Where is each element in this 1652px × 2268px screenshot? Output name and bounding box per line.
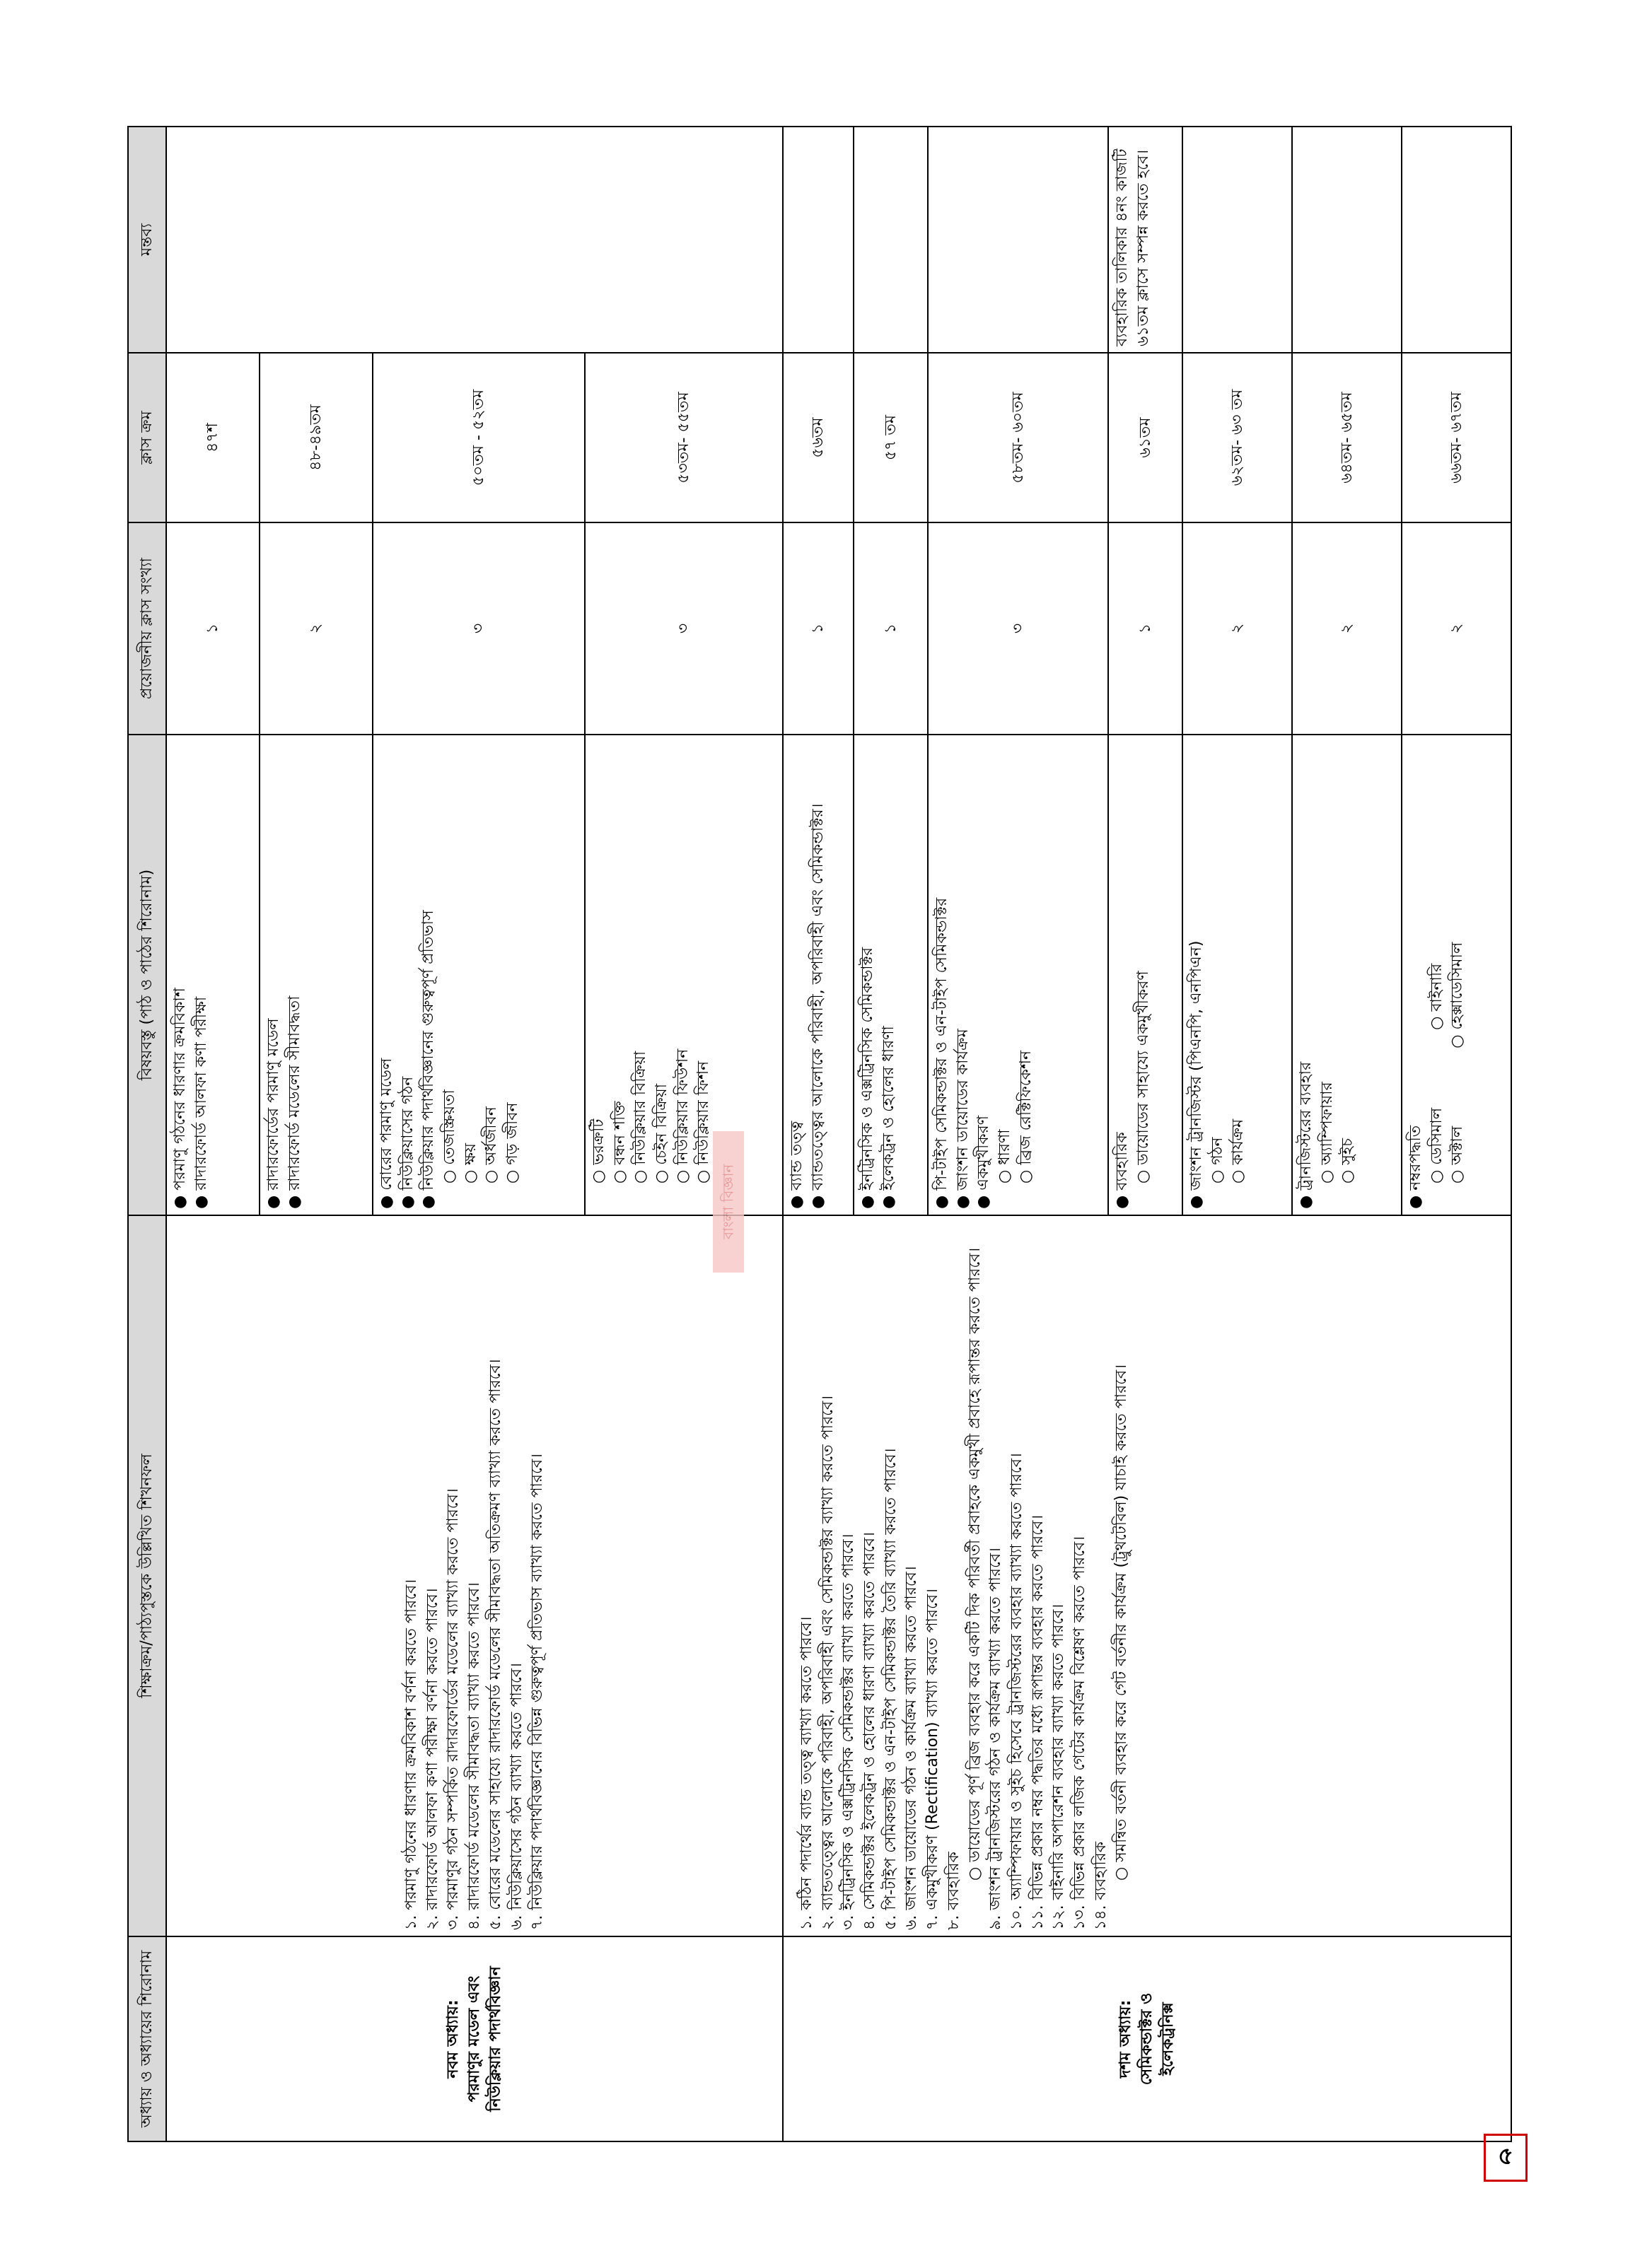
topic-subitem: ○ তেজস্ক্রিয়তা (441, 1089, 459, 1183)
page-number: ৫ (1484, 2134, 1528, 2182)
table-row (783, 127, 854, 2141)
chapter9-subtitle: পরমাণুর মডেল এবং (465, 1975, 484, 2103)
topic-subitem: ○ ডেসিমাল (1427, 1107, 1446, 1183)
header-remarks: মন্তব্য (128, 127, 166, 353)
outcome-subitem: ○ ডায়োডের পূর্ণ ব্রিজ ব্যবহার করে একটি দিক পরিবর্তী প্রবাহকে একমুখী প্রবাহে রূপান্তর করতে পারবে। (965, 1247, 984, 1881)
topic-subitem: ○ কার্যক্রম (1229, 1118, 1247, 1183)
remarks-cell (1402, 127, 1511, 353)
class-order: ৬৬তম- ৬৭তম (1402, 353, 1511, 522)
topic-subitem: ○ ভরক্রটি (590, 1118, 607, 1183)
chapter10-title: দশম অধ্যায়: (1117, 1999, 1135, 2079)
outcome-item: ৭. একমুখীকরণ (Rectification) ব্যাখ্যা করতে পারবে। (924, 1589, 942, 1930)
class-order: ৬২তম- ৬৩ তম (1182, 353, 1292, 522)
class-order: ৪৭শ (166, 353, 260, 522)
outcome-item: ২. রাদারফোর্ড আলফা কণা পরীক্ষা বর্ণনা করতে পারবে। (423, 1588, 441, 1930)
remarks-cell (1182, 127, 1292, 353)
outcome-item: ৭. নিউক্লিয়ার পদার্থবিজ্ঞানের বিভিন্ন গুরুত্বপূর্ণ প্রতিভাস ব্যাখ্যা করতে পারবে। (528, 1454, 547, 1930)
topic-cell (585, 735, 783, 1215)
outcome-item: ১৩. বিভিন্ন প্রকার লজিক গেটের কার্যক্রম বিশ্লেষণ করতে পারবে। (1070, 1536, 1088, 1930)
topic-cell (928, 735, 1108, 1215)
class-order: ৬১তম (1108, 353, 1182, 522)
topic-subitem: ○ অর্ধজীবন (482, 1106, 501, 1183)
topic-subitem: ○ নিউক্লিয়ার ফিশন (694, 1060, 713, 1183)
topic-subitem: ○ ধারণা (996, 1129, 1014, 1183)
header-classes: প্রয়োজনীয় ক্লাস সংখ্যা (128, 522, 166, 735)
topic-item: ● ট্রানজিস্টরের ব্যবহার (1297, 1061, 1315, 1209)
topic-cell (373, 735, 585, 1215)
class-count: ২ (1292, 522, 1402, 735)
outcome-item: ৫. বোরের মডেলের সাহায্যে রাদারফোর্ড মডেলের সীমাবদ্ধতা অতিক্রমণ ব্যাখ্যা করতে পারবে। (486, 1359, 504, 1930)
topic-subitem: ○ গঠন (1208, 1137, 1226, 1183)
topic-subitem: ○ বাইনারি (1427, 963, 1446, 1030)
chapter9-title-cell (166, 1936, 783, 2141)
topic-item: ● রাদারফোর্ড আলফা কণা পরীক্ষা (192, 996, 210, 1209)
topic-subitem: ○ অ্যাম্পিফায়ার (1317, 1082, 1336, 1183)
topic-cell (783, 735, 854, 1215)
class-count: ১ (166, 522, 260, 735)
chapter10-subtitle: সেমিকন্ডাক্টর ও (1138, 1992, 1156, 2086)
outcome-item: ৪. রাদারফোর্ড মডেলের সীমাবদ্ধতা ব্যাখ্যা করতে পারবে। (465, 1582, 484, 1930)
topic-item: ● নিউক্লিয়ার পদার্থবিজ্ঞানের গুরুত্বপূর্ণ প্রতিভাস (419, 910, 438, 1209)
class-order: ৬৪তম- ৬৫তম (1292, 353, 1402, 522)
outcome-item: ৯. জাংশন ট্রানজিস্টরের গঠন ও কার্যক্রম ব্যাখ্যা করতে পারবে। (987, 1548, 1005, 1930)
outcome-item: ৫. পি-টাইপ সেমিকন্ডাক্টর ও এন-টাইপ সেমিকন্ডাক্টর তৈরি ব্যাখ্যা করতে পারবে। (881, 1448, 900, 1930)
topic-item: ● ব্যবহারিক (1113, 1132, 1131, 1209)
chapter10-subtitle: ইলেকট্রনিক্স (1158, 2002, 1177, 2076)
class-count: ১ (1108, 522, 1182, 735)
class-count: ২ (1182, 522, 1292, 735)
outcome-item: ১০. অ্যাম্পিফায়ার ও সুইচ হিসেবে ট্রানজিস্টরের ব্যবহার ব্যাখ্যা করতে পারবে। (1007, 1453, 1025, 1930)
class-order: ৪৮-৪৯তম (260, 353, 373, 522)
watermark: বাংলা বিজ্ঞান (713, 1131, 744, 1273)
rotated-syllabus-page (127, 127, 1528, 2142)
outcome-item: ১. কঠিন পদার্থের ব্যান্ড তত্ত্ব ব্যাখ্যা করতে পারবে। (798, 1616, 815, 1930)
topic-subitem: ○ ক্ষয় (461, 1143, 479, 1183)
class-count: ২ (260, 522, 373, 735)
chapter10-title-cell (783, 1936, 1511, 2141)
topic-subitem: ○ বন্ধন শক্তি (610, 1101, 629, 1183)
class-count: ১ (854, 522, 928, 735)
topic-item: ● নম্বরপদ্ধতি (1407, 1125, 1424, 1209)
class-count: ২ (1402, 522, 1511, 735)
topic-item: ● ব্যান্ড তত্ত্ব (788, 1121, 805, 1209)
outcome-subitem: ○ সমন্বিত বর্তনী ব্যবহার করে গেট বর্তনীর কার্যক্রম (ট্রুথটেবিল) যাচাই করতে পারবে। (1112, 1364, 1131, 1881)
topic-cell (1182, 735, 1292, 1215)
outcome-item: ১২. বাইনারি অপারেশন ব্যবহার ব্যাখ্যা করতে পারবে। (1049, 1603, 1068, 1930)
chapter9-subtitle: নিউক্লিয়ার পদার্থবিজ্ঞান (486, 1966, 504, 2112)
topic-item: ● পরমাণু গঠনের ধারণার ক্রমবিকাশ (171, 988, 189, 1209)
header-order: ক্লাস ক্রম (128, 353, 166, 522)
topic-cell (166, 735, 260, 1215)
topic-item: ● পি-টাইপ সেমিকন্ডাক্টর ও এন-টাইপ সেমিকন্ডাক্টর (933, 897, 950, 1209)
outcome-item: ৩. ইনট্রিনসিক ও এক্সট্রিনসিক সেমিকন্ডাক্টর ব্যাখ্যা করতে পারবে। (839, 1533, 858, 1930)
remarks-cell (166, 127, 783, 353)
topic-item: ● জাংশন ট্রানজিস্টর (পিএনপি, এনপিএন) (1187, 940, 1205, 1209)
class-order: ৫৬তম (783, 353, 854, 522)
topic-subitem: ○ ডায়োডের সাহায্যে একমুখীকরণ (1134, 971, 1152, 1183)
topic-subitem: ○ চেইন বিক্রিয়া (653, 1083, 671, 1183)
outcome-item: ২. ব্যান্ডতত্ত্বের আলোকে পরিবাহী, অপরিবাহী এবং সেমিকন্ডাক্টর ব্যাখ্যা করতে পারবে। (818, 1395, 837, 1930)
chapter9-title: নবম অধ্যায়: (444, 1999, 463, 2079)
topic-item: ● জাংশন ডায়োডের কার্যক্রম (953, 1029, 972, 1209)
topic-item: ● নিউক্লিয়াসের গঠন (398, 1076, 417, 1209)
outcome-item: ৪. সেমিকন্ডাক্টর ইলেকট্রন ও হোলের ধারণা ব্যাখ্যা করতে পারবে। (861, 1531, 879, 1930)
topic-subitem: ○ হেক্সাডেসিমাল (1448, 942, 1467, 1048)
header-topics: বিষয়বস্তু (পাঠ ও পাঠের শিরোনাম) (128, 735, 166, 1215)
topic-cell (1108, 735, 1182, 1215)
topic-subitem: ○ অক্টাল (1448, 1126, 1467, 1183)
class-order: ৫৩তম- ৫৫তম (585, 353, 783, 522)
topic-item: ● একমুখীকরণ (975, 1115, 993, 1209)
outcome-item: ৮. ব্যবহারিক (944, 1852, 962, 1930)
class-order: ৫৭ তম (854, 353, 928, 522)
outcome-item: ৬. নিউক্লিয়াসের গঠন ব্যাখ্যা করতে পারবে। (507, 1663, 525, 1930)
remarks-cell: ব্যবহারিক তালিকার ৪নং কাজটি ৬১তম ক্লাসে সম্পন্ন করতে হবে। (1108, 127, 1182, 353)
table-row (166, 127, 260, 2141)
class-count: ৩ (928, 522, 1108, 735)
outcome-item: ১. পরমাণু গঠনের ধারণার ক্রমবিকাশ বর্ণনা করতে পারবে। (402, 1579, 421, 1930)
topic-item: ● ব্যান্ডতত্ত্বের আলোকে পরিবাহী, অপরিবাহী এবং সেমিকন্ডাক্টর। (808, 803, 827, 1209)
class-count: ৩ (373, 522, 585, 735)
outcome-item: ৩. পরমাণুর গঠন সম্পর্কিত রাদারফোর্ডের মডেলের ব্যাখ্যা করতে পারবে। (444, 1488, 463, 1930)
remarks-cell (1292, 127, 1402, 353)
class-order: ৫০তম - ৫২তম (373, 353, 585, 522)
topic-item: ● বোরের পরমাণু মডেল (378, 1058, 395, 1209)
outcome-item: ১৪. ব্যবহারিক (1091, 1841, 1110, 1930)
topic-item: ● রাদারফোর্ড মডেলের সীমাবদ্ধতা (285, 995, 303, 1209)
class-order: ৫৮তম- ৬০তম (928, 353, 1108, 522)
chapter9-outcomes (166, 1215, 783, 1936)
topic-subitem: ○ গড় জীবন (504, 1102, 522, 1183)
topic-item: ● রাদারফোর্ডের পরমাণু মডেল (264, 1018, 282, 1209)
topic-item: ● ইলেকট্রন ও হোলের ধারণা (879, 1026, 897, 1209)
topic-item: ● ইনট্রিনসিক ও এক্সট্রিনসিক সেমিকন্ডাক্টর (859, 947, 876, 1209)
topic-cell (1402, 735, 1511, 1215)
header-outcomes: শিক্ষাক্রম/পাঠ্যপুস্তকে উল্লিখিত শিখনফল (128, 1215, 166, 1936)
remarks-cell (854, 127, 928, 353)
class-count: ১ (783, 522, 854, 735)
header-row (128, 127, 166, 2141)
class-count: ৩ (585, 522, 783, 735)
outcome-item: ১১. বিভিন্ন প্রকার নম্বর পদ্ধতির মধ্যে রূপান্তর ব্যবহার করতে পারবে। (1028, 1514, 1047, 1930)
syllabus-table (127, 126, 1512, 2142)
topic-subitem: ○ নিউক্লিয়ার বিক্রিয়া (632, 1051, 650, 1183)
header-chapter: অধ্যায় ও অধ্যায়ের শিরোনাম (128, 1936, 166, 2141)
remarks-cell (928, 127, 1108, 353)
chapter10-outcomes (783, 1215, 1511, 1936)
topic-cell (260, 735, 373, 1215)
topic-subitem: ○ সুইচ (1339, 1138, 1357, 1183)
topic-cell (854, 735, 928, 1215)
remarks-cell (783, 127, 854, 353)
topic-cell (1292, 735, 1402, 1215)
topic-subitem: ○ ব্রিজ রেক্টিফিকেশন (1016, 1050, 1035, 1183)
outcome-item: ৬. জাংশন ডায়োডের গঠন ও কার্যক্রম ব্যাখ্যা করতে পারবে। (902, 1566, 921, 1930)
topic-subitem: ○ নিউক্লিয়ার ফিউশন (673, 1048, 692, 1183)
